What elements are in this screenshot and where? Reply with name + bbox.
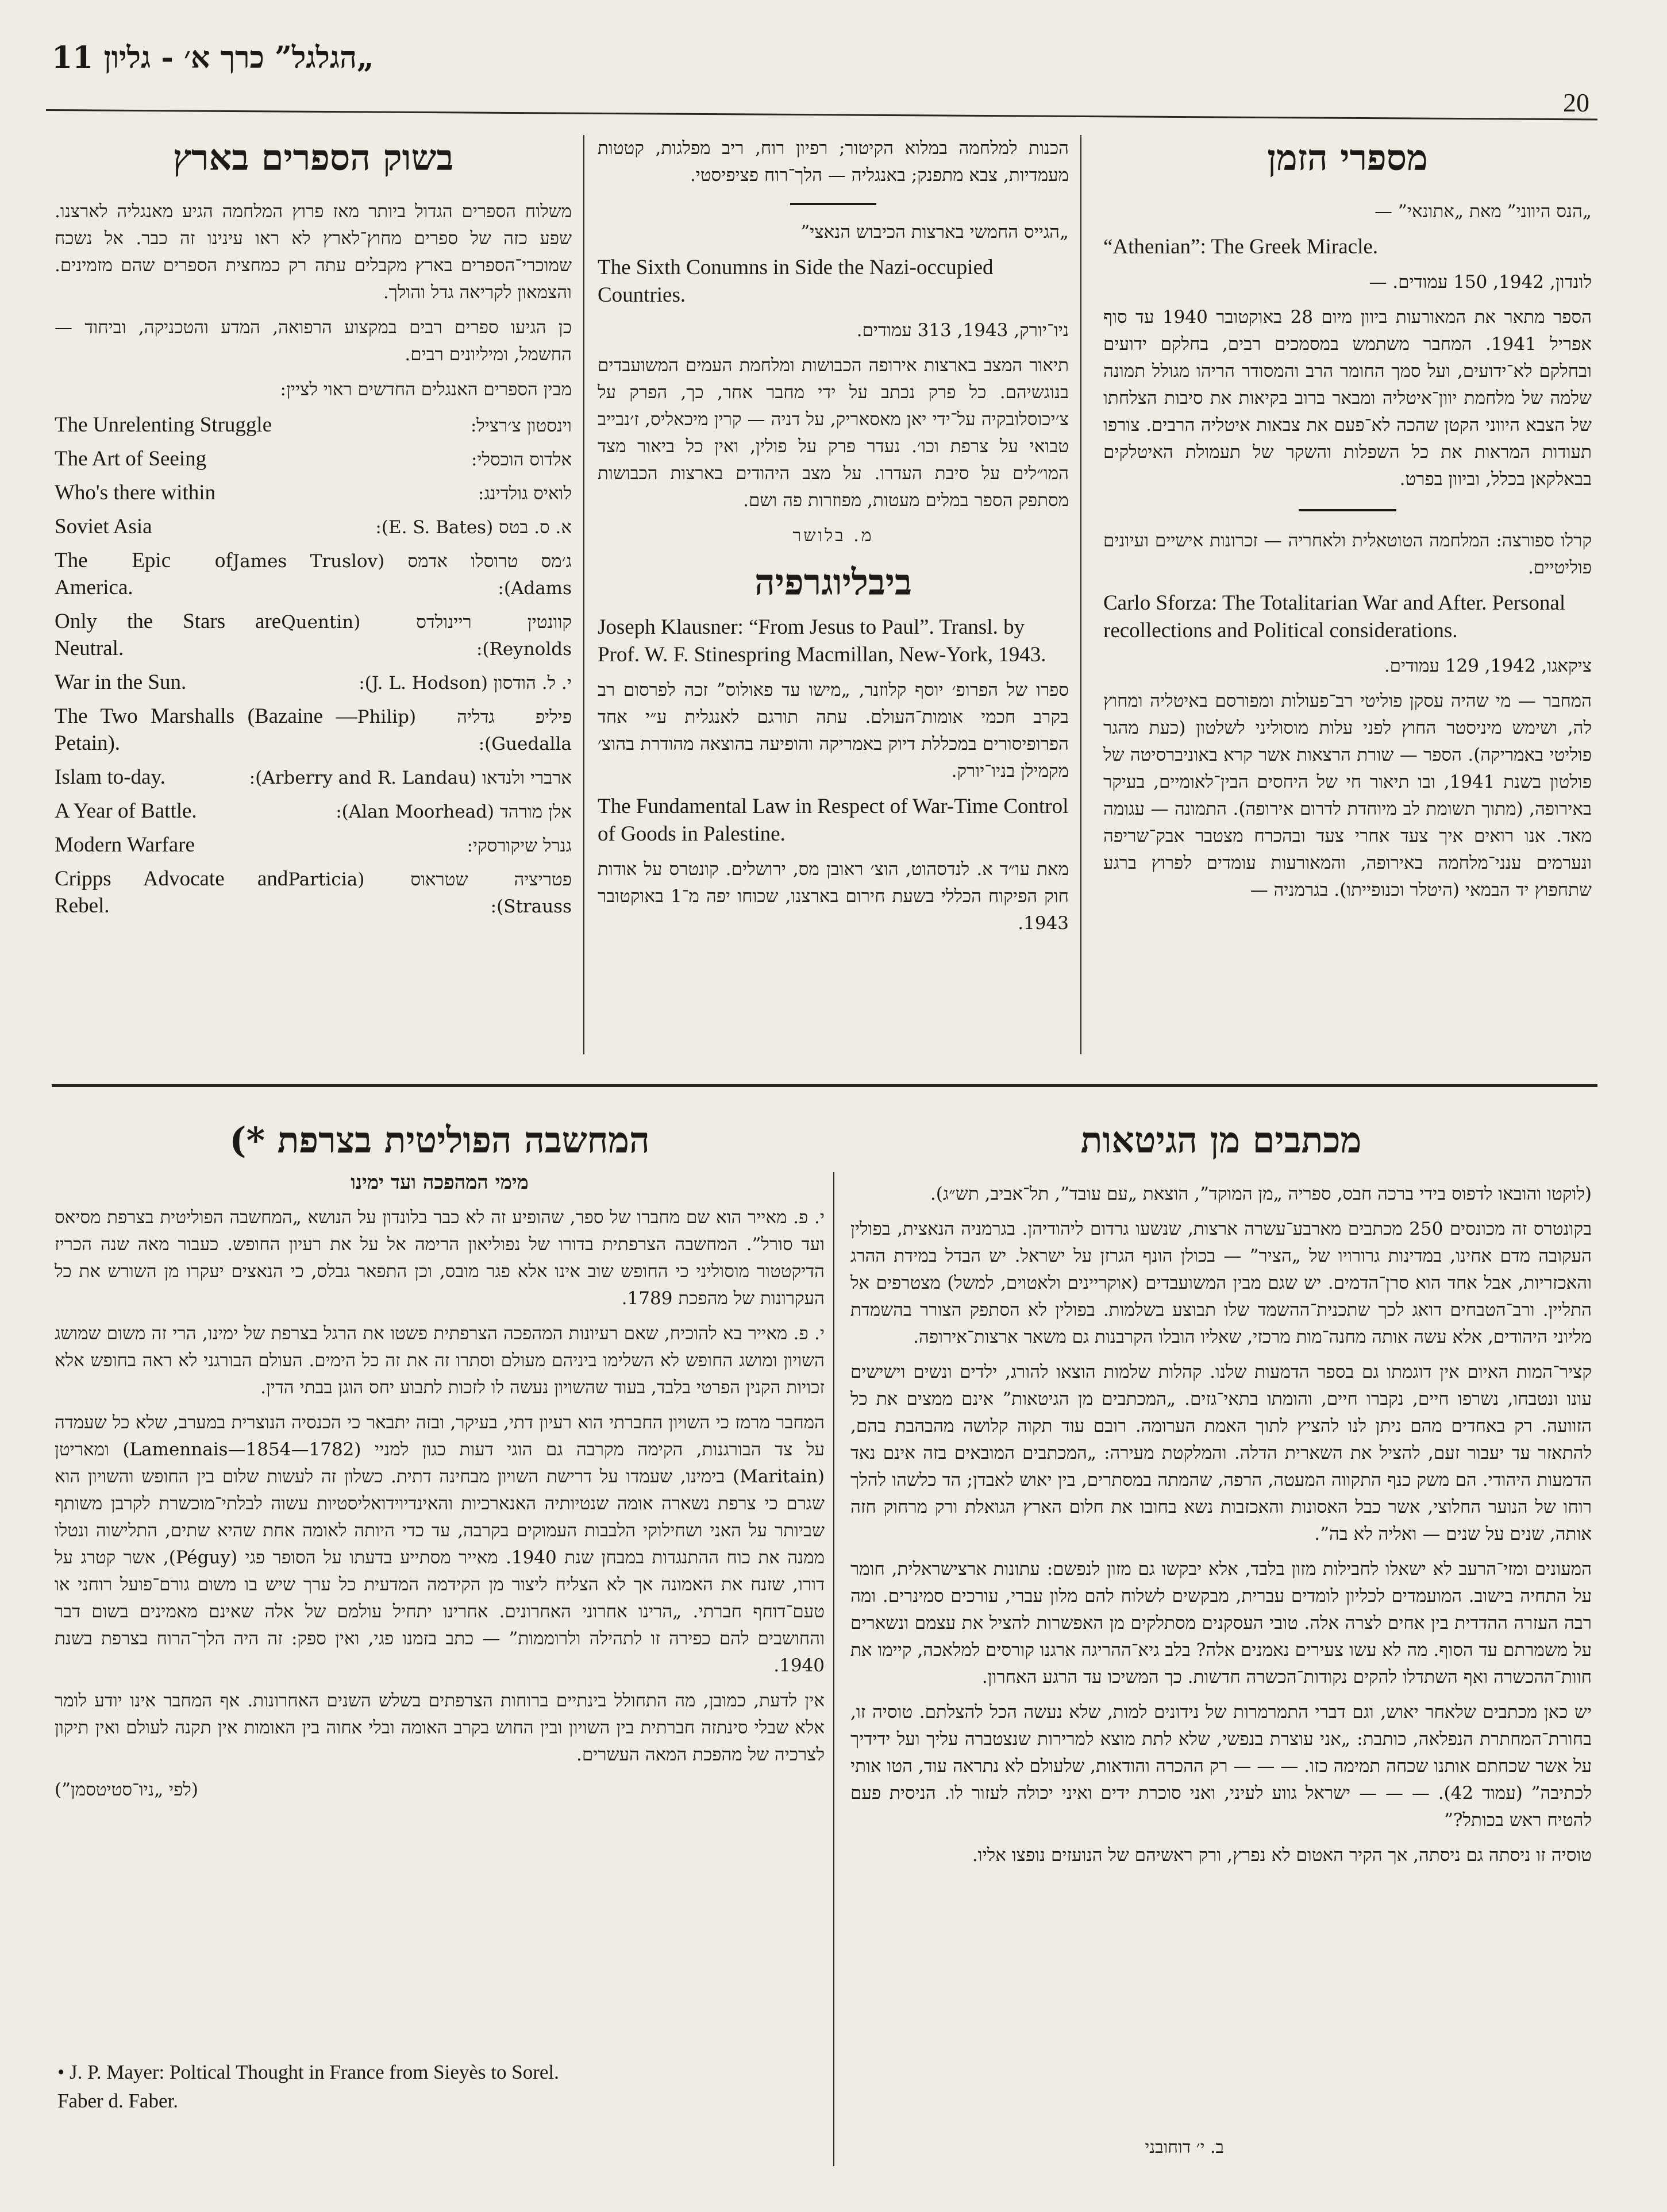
book-title: The Two Marshalls (Bazaine — Petain). (55, 704, 357, 755)
book-title: Only the Stars are Neutral. (55, 610, 282, 660)
book-author: י. ל. הודסון (J. L. Hodson): (359, 673, 572, 693)
book-list-item (55, 513, 572, 541)
paragraph: המעונים ומזי־הרעב לא ישאלו לחבילות מזון בלבד, אלא יבקשו גם מזון לנפשם: עתונות ארצישראלית, חומר על התחיה בישוב. המועמדים לכליון לומדים עברית, מבקשים לשלוח להם מלון עברי, עורכים סמינרים. ומה רבה העזרה ההדדית בין אחים לצרה אלה. טובי העסקנים מסתלקים מן האפשרות להציל את עצמם ונשארים על משמרתם עד הסוף. מה לא עשו צעירים נאמנים אלה? בלב גיא־ההריגה ארגנו קורסים למלאכה, קיימו את חוות־ההכשרה ואף השתדלו להקים נקודות־הכשרה חדשות. כך המשיכו עד הרגע האחרון. (850, 1559, 1592, 1687)
paragraph: הכנות למלחמה במלוא הקיטור; רפיון רוח, ריב מפלגות, קטטות מעמדיות, צבא מתפנק; באנגליה — הלך־רוח פציפיסטי. (598, 138, 1069, 186)
book-title-english: The Fundamental Law in Respect of War-Time Control of Goods in Palestine. (598, 795, 1069, 846)
paragraph: בקונטרס זה מכונסים 250 מכתבים מארבע־עשרה ארצות, שנשעו גרדום ליהודיהן. בגרמניה הנאצית, בפולין העקובה מדם אחינו, במדינות גרורויו של „הציר” — בכולן הונף הגרזן על ישראל. יש הבדל במידת ההרג והאכזריות, אבל אחד הוא סרן־הדמים. יש שגם מבין המשועבדים (אוקריינים ולאטוים, למשל) מצטרפים אל התליין. ורב־הטבחים דואג לכך שתכנית־ההשמד שלו תבוצע בשלמות. בפולין לא הסתפק הצורר בהשמדת מליוני היהודים, אלא עשה אותה מחנה־מות מרכזי, שאליו הובלו הקרבנות גם משאר ארצות־אירופה. (850, 1219, 1592, 1347)
section-divider (52, 1084, 1597, 1087)
paragraph: משלוח הספרים הגדול ביותר מאז פרוץ המלחמה הגיע מאנגליה לארצנו. שפע כזה של ספרים מחוץ־לארץ לא ראו עינינו זה כבר. אל נשכח שמוכרי־הספרים בארץ מקבלים עתה רק כמחצית הספרים שהם מזמינים. והצמאון לקריאה גדל והולך. (55, 201, 572, 303)
column-divider (583, 135, 584, 1054)
book-title: The Art of Seeing (55, 447, 207, 471)
paragraph: קציר־המות האיום אין דוגמתו גם בספר הדמעות שלנו. קהלות שלמות הוצאו להורג, ילדים ונשים וישישים עונו ונטבחו, נשרפו חיים, נקברו חיים, והומתו בתאי־גזים. „המכתבים מן הגיטאות” אינם ממצים את כל הזוועה. רק באחדים מהם ניתן לנו להציץ לתוך האמת הערומה. רובם עוד תקוה קלושה מהבהבת בהם, להתאזר עד יעבור זעם, להציל את השארית הדלה. והמלקטת מעירה: „המכתבים המובאים בזה אינם נאד הדמעות היהודי. הם משק כנף התקווה המעטה, הרפה, שהמתה במסתרים, בין יאוש לאבדן; הד כלשהו להלך רוחו של הנוער החלוצי, אשר כבל האסונות והאכזבות נשא בחובו את חלום הארץ הגואלת ורק מרחוק חזה אותה, שנים על שנים — ואליה לא בה”. (850, 1362, 1592, 1544)
book-author: אלדוס הוכסלי: (471, 449, 572, 470)
column-book-market (55, 135, 572, 1072)
book-author: קוונטין ריינולדס (Quentin Reynolds): (281, 612, 572, 660)
book-title: A Year of Battle. (55, 799, 197, 823)
book-list-item (55, 411, 572, 440)
book-list-item (55, 547, 572, 602)
running-head: „הגלגל” כרך א׳ - גליון 11 (52, 40, 374, 75)
paragraph: מבין הספרים האנגלים החדשים ראוי לציין: (280, 379, 572, 400)
column-books-of-the-time (1103, 135, 1592, 1072)
paragraph: טוסיה זו ניסתה גם ניסתה, אך הקיר האטום לא נפרץ, ורק ראשיהם של הנועזים נופצו אליו. (972, 1845, 1592, 1866)
book-title: Soviet Asia (55, 515, 152, 538)
footnote-line: • J. P. Mayer: Poltical Thought in France from Sieyès to Sorel. (57, 2061, 559, 2083)
paragraph: המחבר מרמז כי השויון החברתי הוא רעיון דתי, בעיקר, ובזה יתבאר כי הכנסיה הנוצרית במערב, שלא כל שעמדה על צד הבורגנות, הקימה מקרבה גם הוגי דעות כגון למניי (Lamennais—1854—1782) ומאריטן (Maritain) בימינו, שעמדו על דרישת השויון מבחינה דתית. כשלון זה לעשות שלום בין החופש והשויון הוא שגרם כי צרפת נשארה אומה שנטיותיה האנארכיות והאינדיוידואליסטיות עשוה לבלתי־מוכשרת לקרבן משותף שביותר על האני ושחילוקי הלבבות העמוקים בקרבה, עד כדי היותה לאומה אחת שהיא שתים, התלישוה ונטלו ממנה את כוח ההתנגדות במבחן שנת 1940. מאייר מסתייע בדעתו על הסופר פגי (Péguy), אשר קטרג על דורו, שזנח את האמונה אך לא הצליח ליצור מן הקידמה המדעית כל ערך שיש בו משום גורם־פועל רוחני או טעם־דוחף חברתי. „הרינו אחרוני האחרונים. אחרינו יתחיל עולמם של אלה שאינם מאמינים בשום דבר והחושבים להם כפירה זו לתהילה ולרוממות” — כתב בזמנו פגי, ואין ספק: זה היה הלך־הרוח בצרפת בשנת 1940. (55, 1412, 825, 1676)
book-list-item (55, 445, 572, 473)
paragraph: אין לדעת, כמובן, מה התחולל בינתיים ברוחות הצרפתים בשלש השנים האחרונות. אף המחבר אינו יודע לומר אלא שבלי סינתזה חברתית בין השויון ובין החוש בקרב האומה ובלי אחוה בין האומות אין תקנה לעולם ואין תיקון לצרכיה של מהפכת המאה העשרים. (55, 1690, 825, 1765)
book-review: תיאור המצב בארצות אירופה הכבושות ומלחמת העמים המשועבדים בנוגשיהם. כל פרק נכתב על ידי מחבר אחר, כך, הפרק על צ׳יכוסלובקיה על־ידי יאן מאסאריק, על דניה — קרין מיכאליס, ז׳נבייב טבואי על צרפת וכו׳. נעדר פרק על פולין, ואין כל ביאור מצד המו״לים על סיבת העדרו. על מצב היהודים בארצות הכבושות מסתפק הספר במלים מעטות, מפוזרות פה ושם. (598, 355, 1069, 511)
paragraph: (לוקטו והובאו לדפוס בידי ברכה חבס, ספריה „מן המוקד”, הוצאת „עם עובד”, תל־אביב, תש״ג). (930, 1184, 1592, 1204)
book-title: Modern Warfare (55, 833, 195, 857)
paragraph: י. פ. מאייר הוא שם מחברו של ספר, שהופיע זה לא כבר בלונדון על הנושא „המחשבה הפוליטית בצרפת מסיאס ועד סורל”. המחשבה הצרפתית בדורו של נפוליאון הרימה אל על את רעיון החופש. כעבור מאה שנה הכריז הדיקטטור מוסוליני כי החופש שוב אינו אלא פגר מובס, וכן התפאר גבלס, כי הנאצים יעקרו מן השורש את כל העקרונות של מהפכת 1789. (55, 1207, 825, 1309)
article-political-thought-france (55, 1117, 825, 2048)
book-list-item (55, 479, 572, 507)
section-title: ביבליוגרפיה (754, 561, 912, 603)
article-letters-from-ghettos (850, 1117, 1592, 2169)
book-title: War in the Sun. (55, 670, 187, 694)
section-title: בשוק הספרים בארץ (172, 137, 454, 179)
book-title-hebrew: „הגייס החמשי בארצות הכיבוש הנאצי” (800, 222, 1069, 242)
book-title-english: Carlo Sforza: The Totalitarian War and After. Personal recollections and Political considerations. (1103, 591, 1566, 642)
book-author: פיליפ גדליה (Philip Guedalla): (357, 707, 572, 754)
book-title: Cripps Advocate and Rebel. (55, 867, 288, 918)
book-publication: לונדון, 1942, 150 עמודים. — (1369, 272, 1592, 292)
book-author: לואיס גולדינג: (478, 483, 572, 504)
book-title: The Epic of America. (55, 549, 233, 599)
book-publication: ניו־יורק, 1943, 313 עמודים. (856, 320, 1069, 341)
column-divider (833, 1172, 834, 2166)
book-title-english: The Sixth Conumns in Side the Nazi-occupied Countries. (598, 256, 994, 307)
book-list-item (55, 764, 572, 792)
book-review: ספרו של הפרופ׳ יוסף קלוזנר, „מישו עד פאולוס” זכה לפרסום רב בקרב חכמי אומות־העולם. עתה תורגם לאנגלית ע״י אחד הפרופיסורים במכללת דיוק באמריקה והופיעה בהוצאה מהודרת בהוצ׳ מקמילן בניו־יורק. (598, 680, 1069, 781)
book-list-item (55, 797, 572, 826)
article-subtitle: מימי המהפכה ועד ימינו (351, 1171, 529, 1194)
article-title: המחשבה הפוליטית בצרפת *) (229, 1119, 650, 1161)
book-review: מאת עו״ד א. לנדסהוט, הוצ׳ ראובן מס, ירושלים. קונטרס על אודות חוק הפיקוח הכללי בשעת חירום בארצנו, שכוחו יפה מ־1 באוקטובר 1943. (598, 859, 1069, 934)
book-title: Islam to-day. (55, 765, 165, 789)
footnote-line: Faber d. Faber. (57, 2090, 178, 2112)
book-title-hebrew: קרלו ספורצה: המלחמה הטוטאלית ולאחריה — זכרונות אישיים ועיונים פוליטיים. (1103, 530, 1592, 578)
book-list-item (55, 831, 572, 860)
book-author: וינסטון צ׳רציל: (470, 415, 572, 436)
book-list-item (55, 669, 572, 697)
page-number: 20 (1563, 88, 1589, 117)
source-note: (לפי „ניו־סטיטסמן”) (55, 1779, 198, 1800)
book-title-hebrew: „הנס היווני” מאת „אתונאי” — (1375, 201, 1592, 222)
article-title: מכתבים מן הגיטאות (1080, 1119, 1362, 1161)
book-list-item (55, 703, 572, 758)
paragraph: כן הגיעו ספרים רבים במקצוע הרפואה, המדע והטכניקה, וביחוד — החשמל, ומיליונים רבים. (55, 317, 572, 365)
book-review: המחבר — מי שהיה עסקן פוליטי רב־פעולות ומפורסם באיטליה ומחוץ לה, ושימש מיניסטר החוץ לפני עלות מוסוליני לשלטון (כעת מהגר פוליטי באמריקה). הספר — שורת הרצאות אשר קרא באוניברסיטה של פולטון בשנת 1941, ובו תיאור חי של היחסים הבין־לאומיים, בעיקר באירופה, (מתוך תשומת לב מיוחדת לדרום אירופה). התמונה — עגומה מאד. אנו רואים איך צעד אחרי צעד ובהכרח מצטבר אבק־שריפה ונערמים ענני־מלחמה באירופה, והמאורעות עומדים לפרוץ ברגע שתחפוץ יד הבמאי (היטלר וכנופייתו). בגרמניה — (1103, 691, 1592, 900)
book-list (55, 411, 572, 920)
book-author: פטריציה שטראוס (Particia Strauss): (288, 869, 572, 917)
separator (790, 203, 876, 205)
column-reviews-bibliography (598, 135, 1069, 1072)
book-review: הספר מתאר את המאורעות ביוון מיום 28 באוקטובר 1940 עד סוף אפריל 1941. המחבר משתמש במסמכים רבים, בחלקם ידועים ובחלקם לא־ידועים, ועל סמך החומר הרב והמסודר הריהו מגולל תמונה שלמה של מלחמת יוון־איטליה ומבאר ברוב בקיאות את סיבות הצלחתו של הצבא היווני הקטן שהכה לא־פעם את צבאות איטליה הרבים. צורפו תעודות המראות את כל השפלות והשקר של תעמולת האיטלקים בבאלקאן בכלל, וביוון בפרט. (1103, 307, 1592, 490)
book-title: The Unrelenting Struggle (55, 413, 272, 437)
book-author: א. ס. בטס (E. S. Bates): (375, 517, 572, 538)
book-author: אלן מורהד (Alan Moorhead): (336, 801, 572, 822)
book-title-english: “Athenian”: The Greek Miracle. (1103, 235, 1379, 259)
author-signature: מ. בלושר (792, 526, 874, 546)
footnote (57, 2058, 833, 2115)
book-list-item (55, 608, 572, 663)
paragraph: יש כאן מכתבים שלאחר יאוש, וגם דברי התמרמרות של נידונים למות, שלא נעשה הכל להצלתם. טוסיה זו, בחורת־המחתרת הנפלאה, כותבת: „אני עוצרת בנפשי, שלא לתת מוצא למרירות שנצטברה עליך ועל ידידיך על אשר שכחתם אותנו שכחה תמימה כזו. — — — רק ההכרה והודאות, שלעולם לא נתראה עוד, הטו אותי לכתיבה” (עמוד 42). — — — ישראל גווע לעיני, ואני סוכרת ידים ואיני יכולה לעזור לו. הניסית פעם להטיח ראש בכותל?” (850, 1702, 1592, 1831)
book-publication: ציקאגו, 1942, 129 עמודים. (1384, 656, 1592, 676)
paragraph: י. פ. מאייר בא להוכיח, שאם רעיונות המהפכה הצרפתית פשטו את הרגל בצרפת של ימינו, הרי זה משום שמושג השויון ומושג החופש לא השלימו ביניהם מעולם וסתרו זה את זה כל הימים. העולם הבורגני לא ראה בחופש אלא זכויות הקנין הפרטי בלבד, בעוד שהשויון נעשה לו לזכות לתבוע יחס הוגן בבתי הדין. (55, 1323, 825, 1398)
section-title: מספרי הזמן (1267, 137, 1428, 179)
author-signature: ב. י׳ דוחובני (1145, 2137, 1224, 2157)
book-list-item (55, 865, 572, 920)
header-rule (46, 109, 1597, 120)
book-author: גנרל שיקורסקי: (467, 835, 572, 856)
book-title: Who's there within (55, 481, 215, 504)
separator (1299, 509, 1396, 511)
column-divider (1080, 135, 1081, 1054)
book-author: ארברי ולנדאו (Arberry and R. Landau): (249, 768, 572, 788)
book-title-english: Joseph Klausner: “From Jesus to Paul”. Transl. by Prof. W. F. Stinespring Macmillan, New-York, 1943. (598, 615, 1046, 666)
book-author: ג׳מס טרוסלו אדמס (James Truslov Adams): (232, 551, 572, 599)
